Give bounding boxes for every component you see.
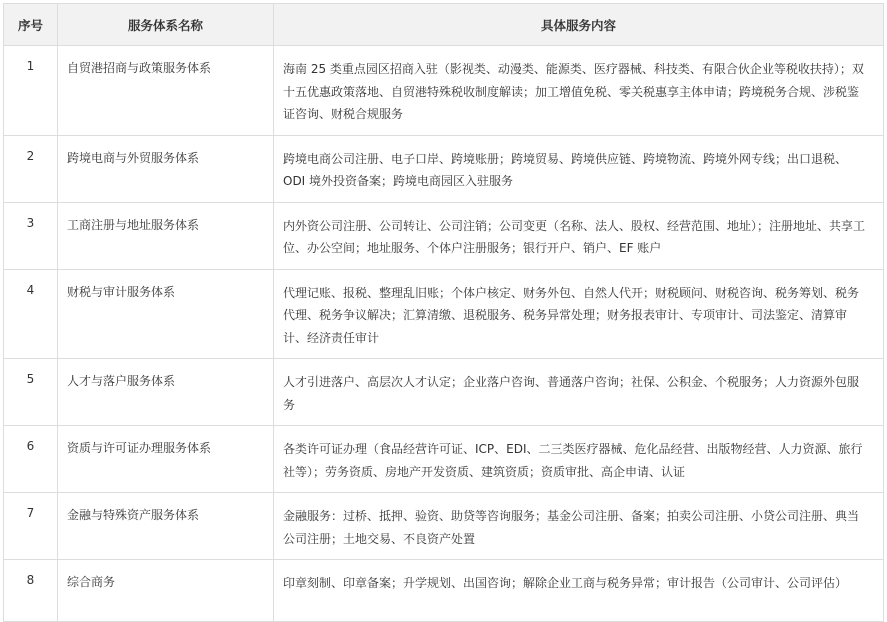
row-serial-number: 5 <box>4 359 58 426</box>
row-serial-number: 4 <box>4 269 58 359</box>
row-serial-number: 2 <box>4 135 58 202</box>
table-row <box>4 269 884 359</box>
header-system-name: 服务体系名称 <box>58 4 274 46</box>
row-system-name: 财税与审计服务体系 <box>58 269 274 359</box>
table-row <box>4 202 884 269</box>
row-service-content: 代理记账、报税、整理乱旧账；个体户核定、财务外包、自然人代开；财税顾问、财税咨询、税务筹划、税务代理、税务争议解决；汇算清缴、退税服务、税务异常处理；财务报表审计、专项审计、司法鉴定、清算审计、经济责任审计 <box>274 269 884 359</box>
row-system-name: 综合商务 <box>58 560 274 622</box>
row-serial-number: 3 <box>4 202 58 269</box>
row-service-content: 人才引进落户、高层次人才认定；企业落户咨询、普通落户咨询；社保、公积金、个税服务；人力资源外包服务 <box>274 359 884 426</box>
row-serial-number: 1 <box>4 46 58 136</box>
row-service-content: 内外资公司注册、公司转让、公司注销；公司变更（名称、法人、股权、经营范围、地址）；注册地址、共享工位、办公空间；地址服务、个体户注册服务；银行开户、销户、EF 账户 <box>274 202 884 269</box>
table-row <box>4 359 884 426</box>
header-serial-number: 序号 <box>4 4 58 46</box>
row-service-content: 跨境电商公司注册、电子口岸、跨境账册；跨境贸易、跨境供应链、跨境物流、跨境外网专线；出口退税、ODI 境外投资备案；跨境电商园区入驻服务 <box>274 135 884 202</box>
table-row <box>4 493 884 560</box>
row-service-content: 各类许可证办理（食品经营许可证、ICP、EDI、二三类医疗器械、危化品经营、出版物经营、人力资源、旅行社等）；劳务资质、房地产开发资质、建筑资质；资质审批、高企申请、认证 <box>274 426 884 493</box>
row-system-name: 跨境电商与外贸服务体系 <box>58 135 274 202</box>
table-row <box>4 46 884 136</box>
row-system-name: 人才与落户服务体系 <box>58 359 274 426</box>
header-service-content: 具体服务内容 <box>274 4 884 46</box>
service-system-table <box>3 3 884 622</box>
row-serial-number: 7 <box>4 493 58 560</box>
row-system-name: 资质与许可证办理服务体系 <box>58 426 274 493</box>
row-service-content: 印章刻制、印章备案；升学规划、出国咨询；解除企业工商与税务异常；审计报告（公司审计、公司评估） <box>274 560 884 622</box>
table-row <box>4 135 884 202</box>
table-row <box>4 426 884 493</box>
row-serial-number: 6 <box>4 426 58 493</box>
table-header-row <box>4 4 884 46</box>
row-service-content: 金融服务：过桥、抵押、验资、助贷等咨询服务；基金公司注册、备案；拍卖公司注册、小贷公司注册、典当公司注册；土地交易、不良资产处置 <box>274 493 884 560</box>
row-system-name: 工商注册与地址服务体系 <box>58 202 274 269</box>
table-row <box>4 560 884 622</box>
row-service-content: 海南 25 类重点园区招商入驻（影视类、动漫类、能源类、医疗器械、科技类、有限合伙企业等税收扶持）；双十五优惠政策落地、自贸港特殊税收制度解读；加工增值免税、零关税惠享主体申请；跨境税务合规、涉税鉴证咨询、财税合规服务 <box>274 46 884 136</box>
row-serial-number: 8 <box>4 560 58 622</box>
row-system-name: 金融与特殊资产服务体系 <box>58 493 274 560</box>
row-system-name: 自贸港招商与政策服务体系 <box>58 46 274 136</box>
